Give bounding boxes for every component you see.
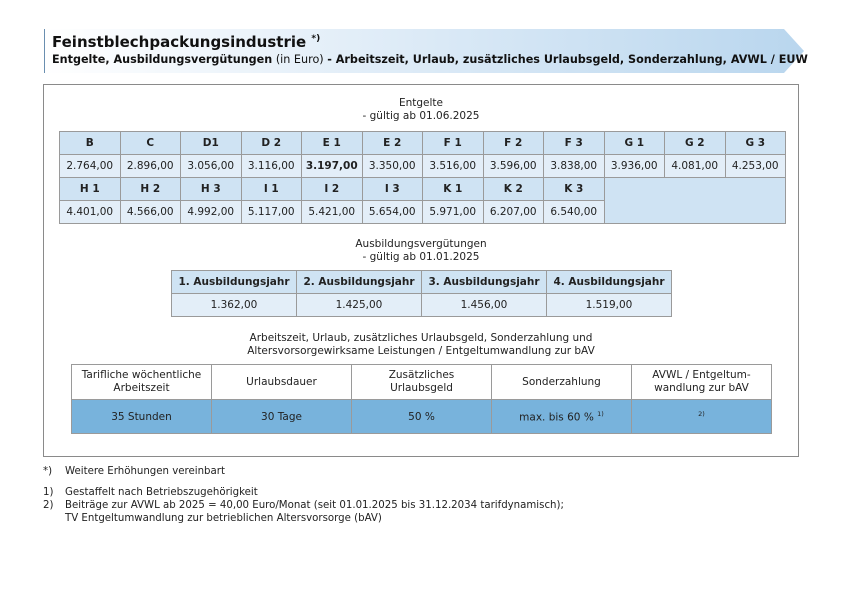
ausbildung-table (171, 270, 672, 317)
avwl-header: AVWL / Entgeltum- wandlung zur bAV (632, 365, 772, 400)
entgelte-caption: Entgelte - gültig ab 01.06.2025 (362, 97, 480, 122)
grade-header: F 3 (544, 132, 605, 155)
urlaubsgeld-value: 50 % (352, 400, 492, 434)
arbeitszeit-header-row (72, 365, 772, 400)
grade-value: 3.596,00 (483, 155, 544, 178)
empty-filler-cell (604, 178, 786, 224)
footnote-2: 2) Beiträge zur AVWL ab 2025 = 40,00 Euro/Monat (seit 01.01.2025 bis 31.12.2034 tarifdynamisch); TV Entgeltumwandlung zur betrieblichen Altersvorsorge (bAV) (43, 500, 564, 524)
entgelte-grade-row-2 (60, 178, 786, 201)
grade-header: E 1 (302, 132, 363, 155)
arbeitszeit-header: Tarifliche wöchentliche Arbeitszeit (72, 365, 212, 400)
grade-value: 3.936,00 (604, 155, 665, 178)
ausbildung-caption: Ausbildungsvergütungen - gültig ab 01.01.2025 (355, 238, 487, 263)
grade-value: 2.896,00 (120, 155, 181, 178)
grade-value: 4.401,00 (60, 201, 121, 224)
grade-header: H 1 (60, 178, 121, 201)
grade-header: F 2 (483, 132, 544, 155)
grade-header: K 3 (544, 178, 605, 201)
ausbildungsjahr-header: 3. Ausbildungsjahr (422, 271, 547, 294)
ausbildung-header-row (172, 271, 672, 294)
grade-header: I 3 (362, 178, 423, 201)
grade-header: G 3 (725, 132, 786, 155)
page-title: Feinstblechpackungsindustrie *) (52, 33, 321, 51)
grade-value: 3.350,00 (362, 155, 423, 178)
grade-value: 4.566,00 (120, 201, 181, 224)
grade-value: 4.081,00 (665, 155, 726, 178)
ausbildungsjahr-value: 1.456,00 (422, 294, 547, 317)
urlaubsdauer-header: Urlaubsdauer (212, 365, 352, 400)
grade-header: G 2 (665, 132, 726, 155)
grade-value: 5.971,00 (423, 201, 484, 224)
grade-value: 6.207,00 (483, 201, 544, 224)
title-footnote-mark: *) (311, 34, 321, 44)
page-subtitle: Entgelte, Ausbildungsvergütungen (in Euro) - Arbeitszeit, Urlaub, zusätzliches Urlaubsgeld, Sonderzahlung, AVWL / EUW (52, 53, 808, 66)
ausbildungsjahr-value: 1.519,00 (547, 294, 672, 317)
main-content-frame (43, 84, 799, 457)
urlaubsgeld-header: Zusätzliches Urlaubsgeld (352, 365, 492, 400)
grade-header: H 2 (120, 178, 181, 201)
grade-value: 6.540,00 (544, 201, 605, 224)
avwl-value (632, 400, 772, 434)
grade-header: K 2 (483, 178, 544, 201)
entgelte-grade-row-1 (60, 132, 786, 155)
avwl-footnote-mark: 2) (698, 409, 705, 418)
arbeitszeit-value: 35 Stunden (72, 400, 212, 434)
entgelte-table (59, 131, 786, 224)
arbeitszeit-table (71, 364, 772, 434)
ausbildungsjahr-header: 4. Ausbildungsjahr (547, 271, 672, 294)
footnote-star: *) Weitere Erhöhungen vereinbart (43, 466, 225, 477)
grade-header: C (120, 132, 181, 155)
grade-header: D 2 (241, 132, 302, 155)
footnote-1: 1) Gestaffelt nach Betriebszugehörigkeit (43, 487, 258, 498)
grade-header: D1 (181, 132, 242, 155)
grade-header: I 2 (302, 178, 363, 201)
arbeitszeit-value-row (72, 400, 772, 434)
grade-header: G 1 (604, 132, 665, 155)
grade-value: 4.992,00 (181, 201, 242, 224)
sonderzahlung-value: max. bis 60 % $^{1)}$ (492, 400, 632, 434)
grade-header: K 1 (423, 178, 484, 201)
ausbildungsjahr-header: 1. Ausbildungsjahr (172, 271, 297, 294)
entgelte-value-row-1 (60, 155, 786, 178)
grade-value: 3.838,00 (544, 155, 605, 178)
ausbildung-value-row (172, 294, 672, 317)
urlaubsdauer-value: 30 Tage (212, 400, 352, 434)
grade-header: B (60, 132, 121, 155)
grade-value: 2.764,00 (60, 155, 121, 178)
grade-value: 3.056,00 (181, 155, 242, 178)
grade-value: 5.117,00 (241, 201, 302, 224)
grade-value: 3.516,00 (423, 155, 484, 178)
grade-value: 3.116,00 (241, 155, 302, 178)
grade-value: 5.654,00 (362, 201, 423, 224)
ausbildungsjahr-value: 1.425,00 (297, 294, 422, 317)
sonderzahlung-footnote-mark: 1) (597, 409, 604, 418)
ausbildungsjahr-value: 1.362,00 (172, 294, 297, 317)
grade-header: E 2 (362, 132, 423, 155)
header-banner (44, 29, 808, 73)
grade-value: 5.421,00 (302, 201, 363, 224)
sonderzahlung-header: Sonderzahlung (492, 365, 632, 400)
grade-value-highlight: 3.197,00 (302, 155, 363, 178)
arbeitszeit-caption: Arbeitszeit, Urlaub, zusätzliches Urlaubsgeld, Sonderzahlung und Altersvorsorgewirksame Leistungen / Entgeltumwandlung zur bAV (247, 332, 595, 357)
grade-header: F 1 (423, 132, 484, 155)
grade-header: I 1 (241, 178, 302, 201)
grade-header: H 3 (181, 178, 242, 201)
ausbildungsjahr-header: 2. Ausbildungsjahr (297, 271, 422, 294)
footnotes-list (43, 486, 564, 525)
grade-value: 4.253,00 (725, 155, 786, 178)
